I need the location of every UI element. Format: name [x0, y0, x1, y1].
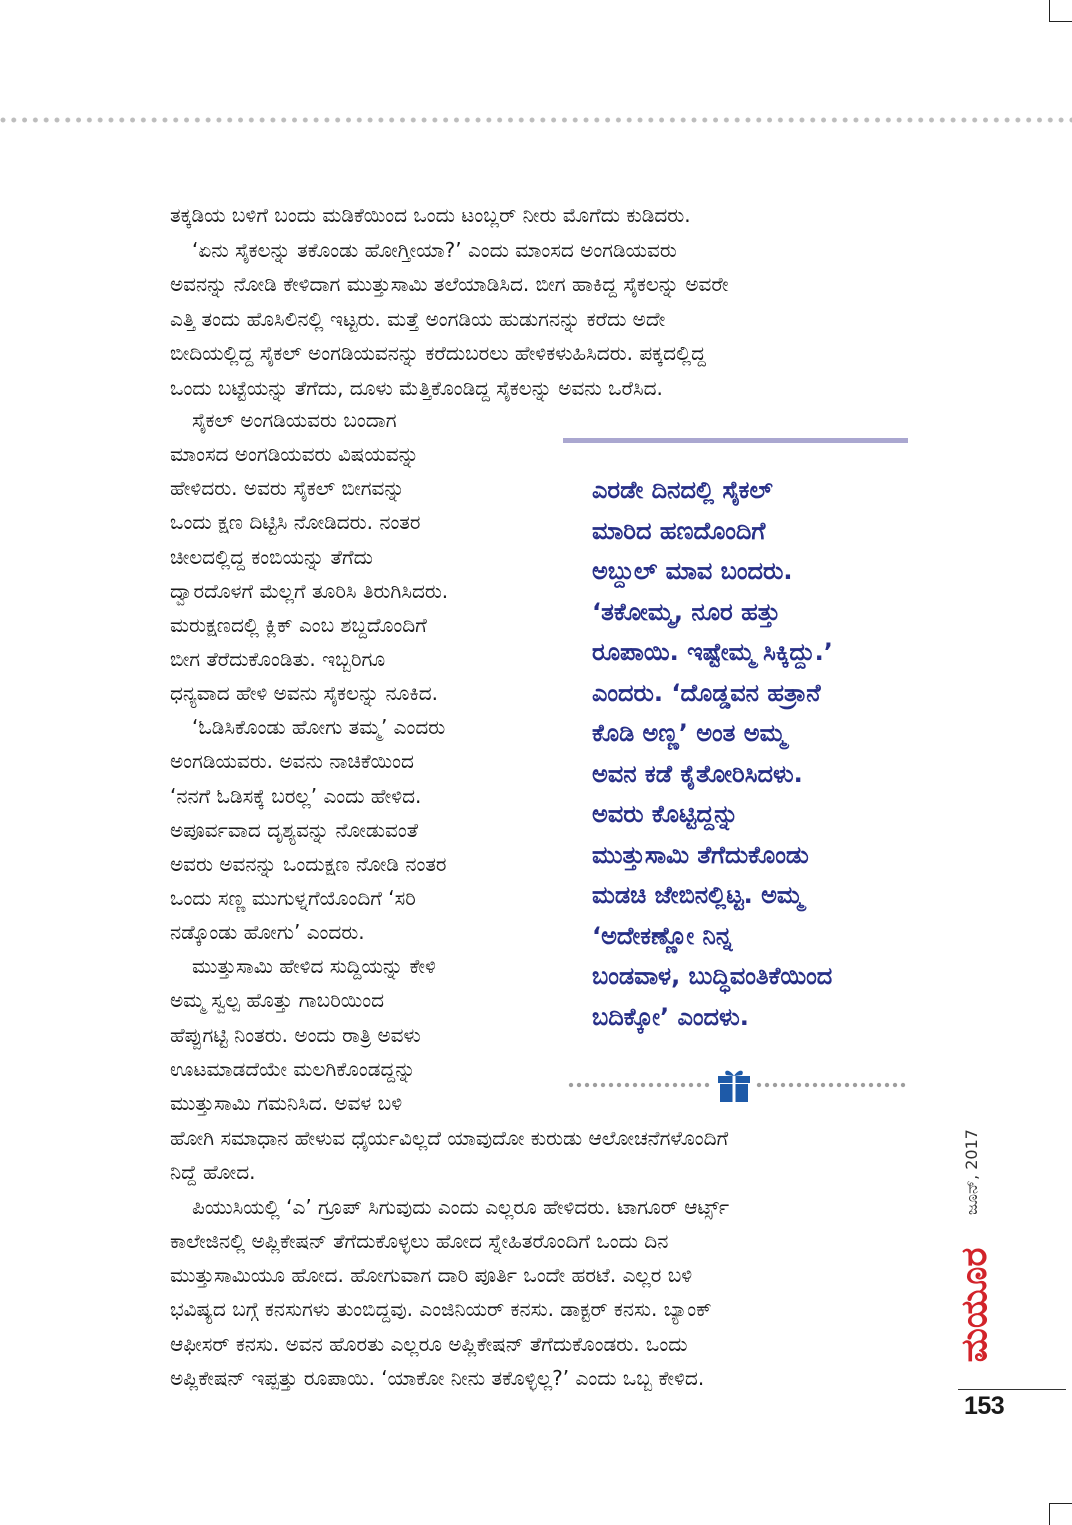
body-line: ಬೀದಿಯಲ್ಲಿದ್ದ ಸೈಕಲ್ ಅಂಗಡಿಯವನನ್ನು ಕರೆದುಬರಲು ಹೇಳಿಕಳುಹಿಸಿದರು. ಪಕ್ಕದಲ್ಲಿದ್ದ: [170, 341, 706, 365]
body-line: ಅವರು ಅವನನ್ನು ಒಂದುಕ್ಷಣ ನೋಡಿ ನಂತರ: [170, 851, 447, 876]
body-line: ಪಿಯುಸಿಯಲ್ಲಿ ‘ಎ’ ಗ್ರೂಪ್ ಸಿಗುವುದು ಎಂದು ಎಲ್ಲರೂ ಹೇಳಿದರು. ಟಾಗೂರ್ ಆರ್ಟ್ಸ್: [192, 1194, 730, 1219]
body-line: ‘ಏನು ಸೈಕಲನ್ನು ತಕೊಂಡು ಹೋಗ್ತೀಯಾ?’ ಎಂದು ಮಾಂಸದ ಅಂಗಡಿಯವರು: [192, 237, 677, 262]
body-line: ಮುತ್ತುಸಾಮಿ ಹೇಳಿದ ಸುದ್ದಿಯನ್ನು ಕೇಳಿ: [192, 954, 436, 979]
body-line: ಚೀಲದಲ್ಲಿದ್ದ ಕಂಬಿಯನ್ನು ತೆಗೆದು: [170, 544, 373, 569]
body-line: ಮಾಂಸದ ಅಂಗಡಿಯವರು ವಿಷಯವನ್ನು: [170, 442, 419, 467]
body-line: ಮುತ್ತುಸಾಮಿ ಗಮನಿಸಿದ. ಅವಳ ಬಳಿ: [170, 1090, 403, 1115]
body-line: ಆಫೀಸರ್ ಕನಸು. ಅವನ ಹೊರತು ಎಲ್ಲರೂ ಅಪ್ಲಿಕೇಷನ್ ತೆಗೆದುಕೊಂಡರು. ಒಂದು: [170, 1331, 688, 1356]
body-line: ಕಾಲೇಜಿನಲ್ಲಿ ಅಪ್ಲಿಕೇಷನ್ ತೆಗೆದುಕೊಳ್ಳಲು ಹೋದ ಸ್ನೇಹಿತರೊಂದಿಗೆ ಒಂದು ದಿನ: [170, 1228, 669, 1253]
pull-quote-line: ಅಬ್ದುಲ್ ಮಾವ ಬಂದರು.: [592, 557, 793, 585]
pull-quote-line: ‘ತಕೋಮ್ಮ, ನೂರ ಹತ್ತು: [592, 597, 781, 626]
pull-quote-line: ಕೊಡಿ ಅಣ್ಣ’ ಅಂತ ಅಮ್ಮ: [592, 719, 786, 747]
pull-quote-line: ಮಾರಿದ ಹಣದೊಂದಿಗೆ: [592, 516, 766, 545]
issue-date: ಜೂನ್, 2017: [962, 1129, 981, 1215]
pull-quote-line: ಬದಿಕ್ಕೋ’ ಎಂದಳು.: [592, 1002, 749, 1031]
pull-quote-line: ಅವನ ಕಡೆ ಕೈತೋರಿಸಿದಳು.: [592, 759, 803, 788]
pull-quote-line: ಎರಡೇ ದಿನದಲ್ಲಿ ಸೈಕಲ್: [592, 476, 773, 504]
page-number: 153: [964, 1392, 1005, 1420]
crop-mark-top-right-vertical: [1049, 0, 1050, 21]
body-line: ಊಟಮಾಡದೆಯೇ ಮಲಗಿಕೊಂಡದ್ದನ್ನು: [170, 1056, 416, 1081]
crop-mark-bottom-right-vertical: [1049, 1503, 1050, 1525]
body-line: ಒಂದು ಸಣ್ಣ ಮುಗುಳ್ನಗೆಯೊಂದಿಗೆ ‘ಸರಿ: [170, 885, 416, 910]
body-line: ಹೇಳಿದರು. ಅವರು ಸೈಕಲ್ ಬೀಗವನ್ನು: [170, 476, 405, 501]
pull-quote-line: ಬಂಡವಾಳ, ಬುದ್ಧಿವಂತಿಕೆಯಿಂದ: [592, 962, 833, 990]
pull-quote-line: ‘ಅದೇಕಣ್ಣೋ ನಿನ್ನ: [592, 921, 733, 950]
article-intro: [170, 198, 915, 405]
crop-mark-bottom-right-horizontal: [1049, 1503, 1072, 1504]
body-line: ಭವಿಷ್ಯದ ಬಗ್ಗೆ ಕನಸುಗಳು ತುಂಬಿದ್ದವು. ಎಂಜಿನಿಯರ್ ಕನಸು. ಡಾಕ್ಟರ್ ಕನಸು. ಬ್ಯಾಂಕ್: [170, 1297, 712, 1322]
body-line: ಅಪ್ಲಿಕೇಷನ್ ಇಪ್ಪತ್ತು ರೂಪಾಯಿ. ‘ಯಾಕೋ ನೀನು ತಕೊಳ್ಳಿಲ್ಲ?’ ಎಂದು ಒಬ್ಬ ಕೇಳಿದ.: [170, 1366, 705, 1391]
body-line: ‘ಓಡಿಸಿಕೊಂಡು ಹೋಗು ತಮ್ಮ’ ಎಂದರು: [192, 715, 446, 740]
body-line: ಹೆಪ್ಪುಗಟ್ಟಿ ನಿಂತರು. ಅಂದು ರಾತ್ರಿ ಅವಳು: [170, 1022, 421, 1047]
top-dotted-rule: [0, 117, 1072, 123]
gift-icon: [718, 1068, 750, 1102]
article-closing: [170, 1121, 915, 1395]
pull-quote-line: ಮುತ್ತುಸಾಮಿ ತೆಗೆದುಕೊಂಡು: [592, 840, 809, 869]
magazine-logo: ಮಯೂರ: [954, 1247, 995, 1363]
body-line: ಬೀಗ ತೆರೆದುಕೊಂಡಿತು. ಇಬ್ಬರಿಗೂ: [170, 646, 386, 671]
body-line: ನಡ್ಕೊಂಡು ಹೋಗು’ ಎಂದರು.: [170, 920, 365, 945]
separator-dots-right: [756, 1082, 908, 1088]
body-line: ಅಪೂರ್ವವಾದ ದೃಶ್ಯವನ್ನು ನೋಡುವಂತೆ: [170, 817, 419, 842]
pull-quote: [592, 470, 910, 1037]
pull-quote-rule: [563, 438, 908, 443]
page-number-rule: [958, 1389, 1066, 1390]
body-line: ಒಂದು ಕ್ಷಣ ದಿಟ್ಟಿಸಿ ನೋಡಿದರು. ನಂತರ: [170, 510, 421, 535]
body-line: ದ್ವಾರದೊಳಗೆ ಮೆಲ್ಲಗೆ ತೂರಿಸಿ ತಿರುಗಿಸಿದರು.: [170, 578, 449, 603]
body-line: ಅವನನ್ನು ನೋಡಿ ಕೇಳಿದಾಗ ಮುತ್ತುಸಾಮಿ ತಲೆಯಾಡಿಸಿದ. ಬೀಗ ಹಾಕಿದ್ದ ಸೈಕಲನ್ನು ಅವರೇ: [170, 272, 729, 296]
body-line: ‘ನನಗೆ ಓಡಿಸಕ್ಕೆ ಬರಲ್ಲ’ ಎಂದು ಹೇಳಿದ.: [170, 783, 422, 808]
body-line: ಅಂಗಡಿಯವರು. ಅವನು ನಾಚಿಕೆಯಿಂದ: [170, 749, 414, 774]
body-line: ಅಮ್ಮ ಸ್ವಲ್ಪ ಹೊತ್ತು ಗಾಬರಿಯಿಂದ: [170, 988, 385, 1013]
pull-quote-line: ಎಂದರು. ‘ದೊಡ್ಡವನ ಹತ್ರಾನೆ: [592, 678, 821, 707]
body-line: ಸೈಕಲ್ ಅಂಗಡಿಯವರು ಬಂದಾಗ: [192, 408, 397, 432]
pull-quote-line: ಅವರು ಕೊಟ್ಟಿದ್ದನ್ನು: [592, 800, 739, 828]
body-line: ಎತ್ತಿ ತಂದು ಹೊಸಿಲಿನಲ್ಲಿ ಇಟ್ಟರು. ಮತ್ತೆ ಅಂಗಡಿಯ ಹುಡುಗನನ್ನು ಕರೆದು ಅದೇ: [170, 306, 666, 331]
article-left-column: [170, 403, 540, 1120]
body-line: ಮುತ್ತುಸಾಮಿಯೂ ಹೋದ. ಹೋಗುವಾಗ ದಾರಿ ಪೂರ್ತಿ ಒಂದೇ ಹರಟೆ. ಎಲ್ಲರ ಬಳಿ: [170, 1263, 693, 1288]
separator-dots-left: [568, 1082, 712, 1088]
body-line: ಹೋಗಿ ಸಮಾಧಾನ ಹೇಳುವ ಧೈರ್ಯವಿಲ್ಲದೆ ಯಾವುದೋ ಕುರುಡು ಆಲೋಚನೆಗಳೊಂದಿಗೆ: [170, 1126, 729, 1150]
body-line: ಮರುಕ್ಷಣದಲ್ಲಿ ಕ್ಲಿಕ್ ಎಂಬ ಶಬ್ದದೊಂದಿಗೆ: [170, 612, 427, 637]
body-line: ನಿದ್ದೆ ಹೋದ.: [170, 1160, 256, 1185]
body-line: ತಕ್ಕಡಿಯ ಬಳಿಗೆ ಬಂದು ಮಡಿಕೆಯಿಂದ ಒಂದು ಟಂಬ್ಲರ್ ನೀರು ಮೊಗೆದು ಕುಡಿದರು.: [170, 203, 691, 227]
body-line: ಧನ್ಯವಾದ ಹೇಳಿ ಅವನು ಸೈಕಲನ್ನು ನೂಕಿದ.: [170, 681, 439, 706]
pull-quote-line: ಮಡಚಿ ಜೇಬಿನಲ್ಲಿಟ್ಟ. ಅಮ್ಮ: [592, 881, 803, 909]
body-line: ಒಂದು ಬಟ್ಟೆಯನ್ನು ತೆಗೆದು, ದೂಳು ಮೆತ್ತಿಕೊಂಡಿದ್ದ ಸೈಕಲನ್ನು ಅವನು ಒರೆಸಿದ.: [170, 375, 663, 400]
crop-mark-top-right-horizontal: [1049, 21, 1072, 22]
pull-quote-line: ರೂಪಾಯಿ. ಇಷ್ಟೇಮ್ಮ ಸಿಕ್ಕಿದ್ದು.’: [592, 638, 833, 666]
